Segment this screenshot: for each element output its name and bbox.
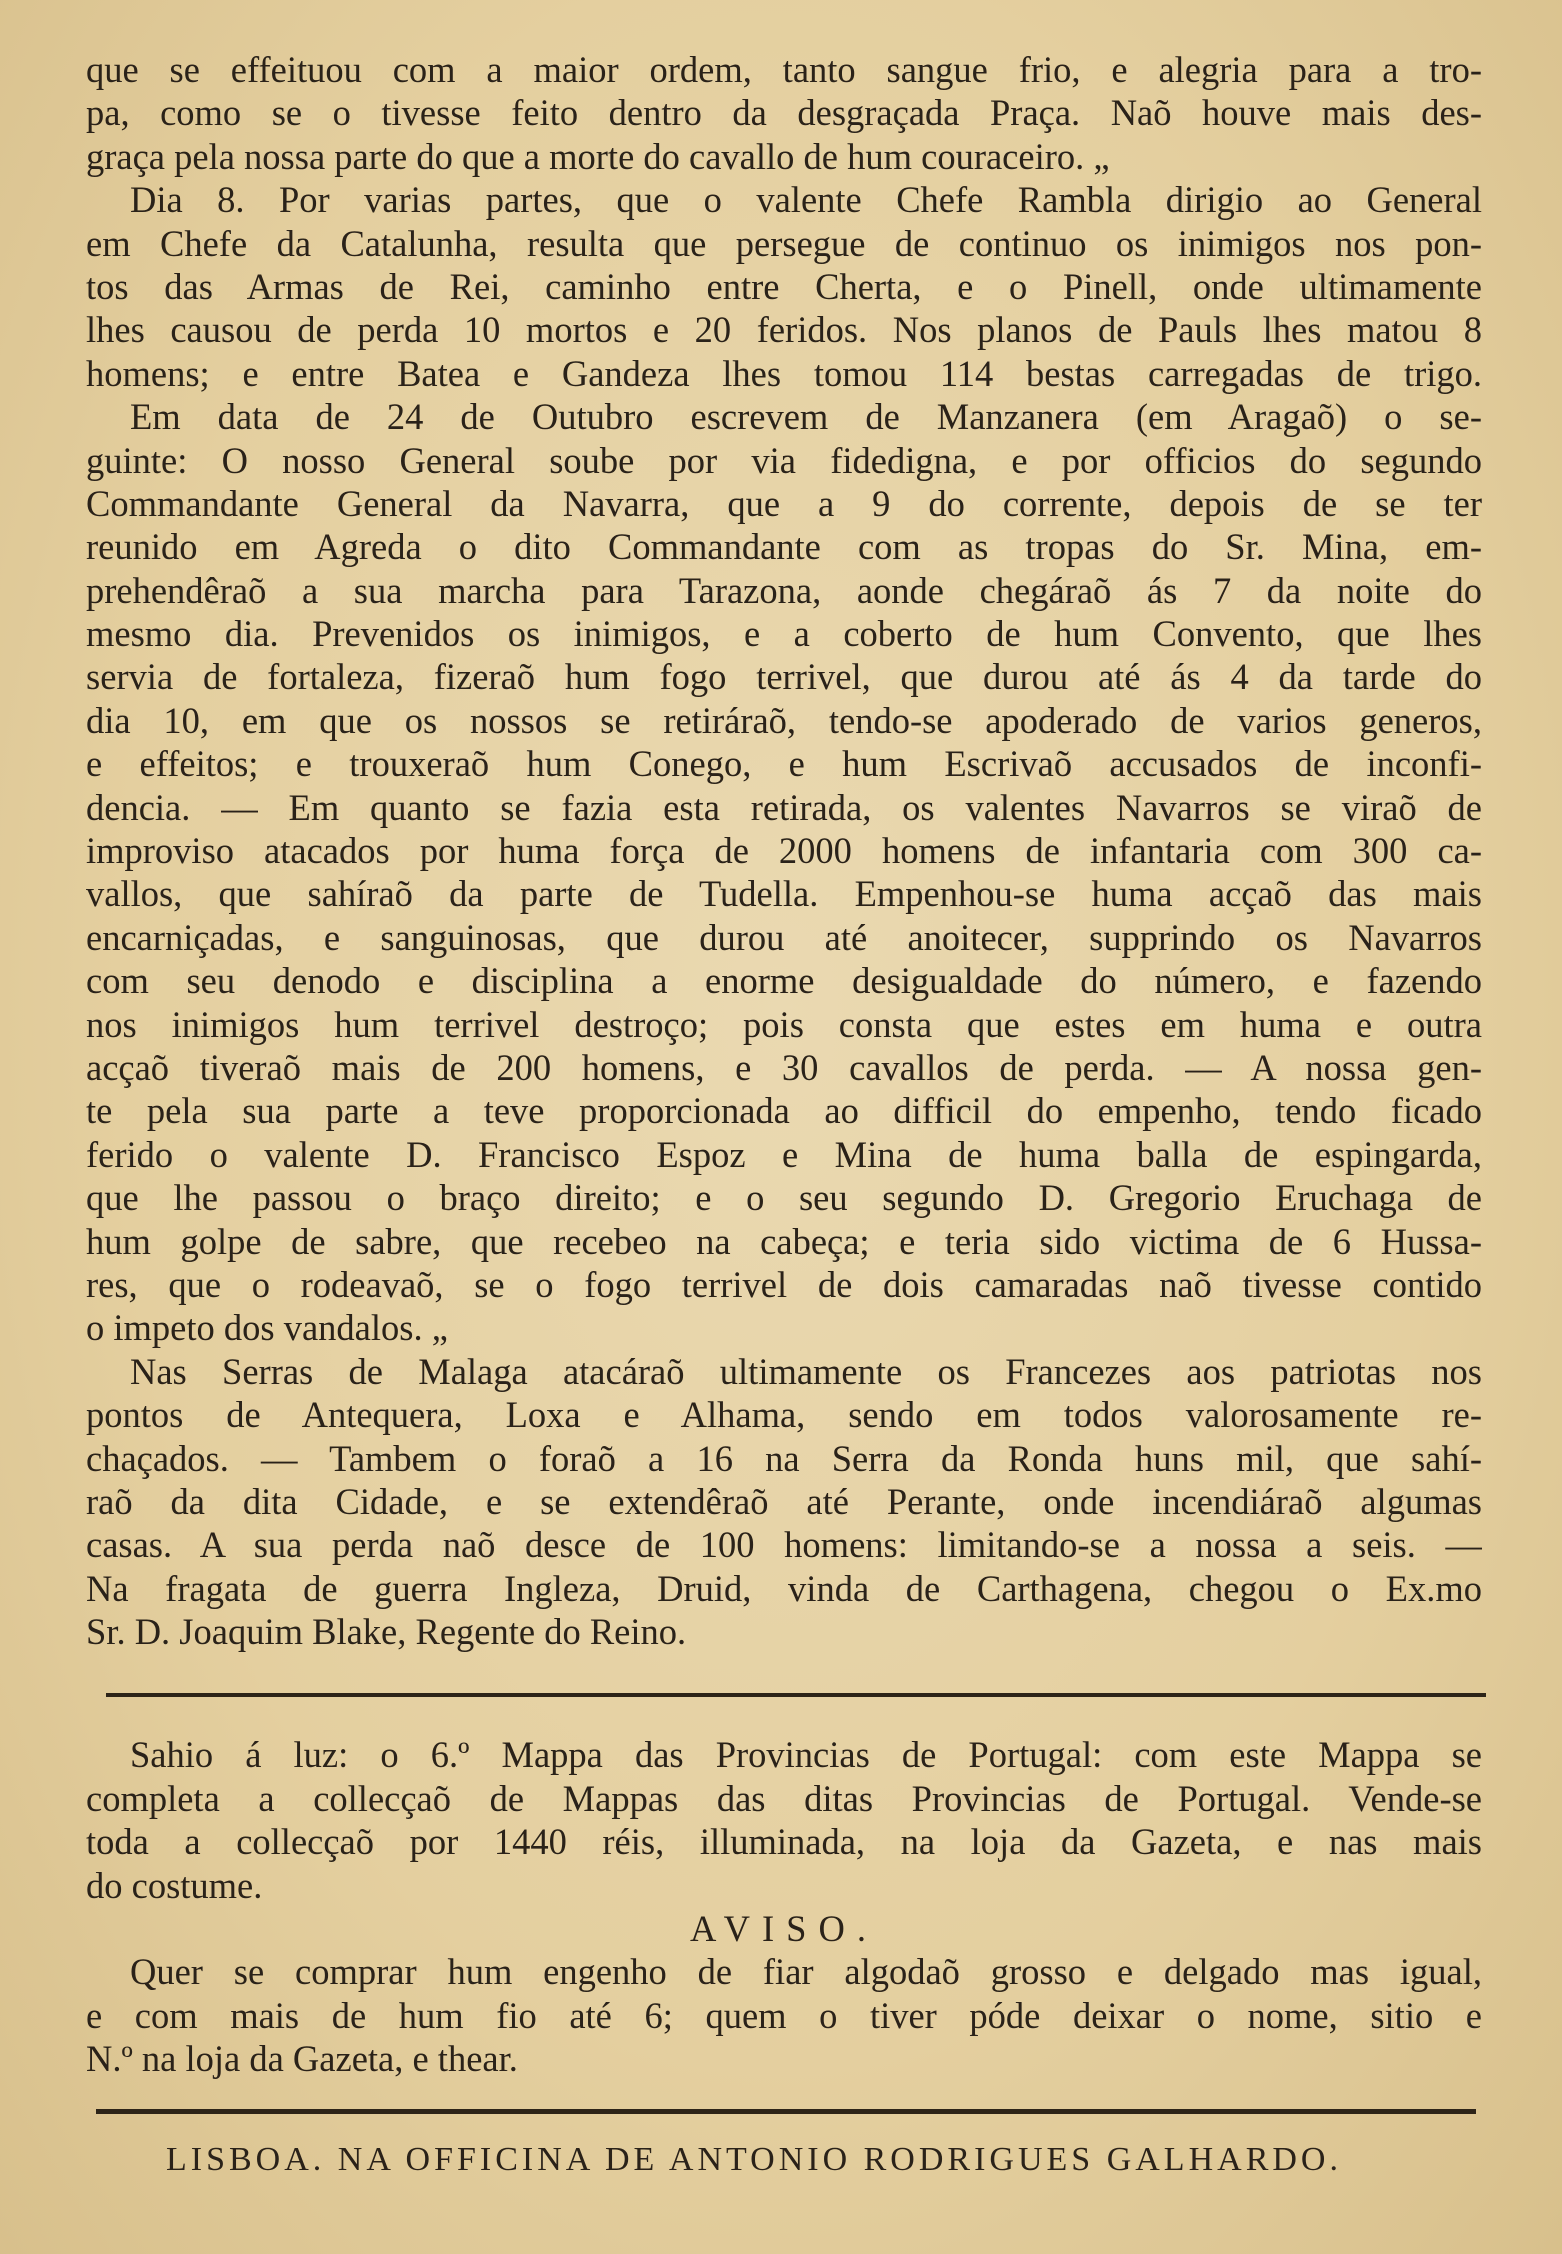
text-line: Na fragata de guerra Ingleza, Druid, vinda de Carthagena, chegou o Ex.mo (86, 1567, 1482, 1609)
text-line: res, que o rodeavaõ, se o fogo terrivel de dois camaradas naõ tivesse contido (86, 1263, 1482, 1305)
text-line: casas. A sua perda naõ desce de 100 homens: limitando-se a nossa a seis. — (86, 1524, 1482, 1566)
text-line: N.º na loja da Gazeta, e thear. (86, 2038, 518, 2080)
text-line: Nas Serras de Malaga atacáraõ ultimamente os Francezes aos patriotas nos (130, 1350, 1482, 1392)
text-line: Quer se comprar hum engenho de fiar algodaõ grosso e delgado mas igual, (130, 1951, 1482, 1993)
text-line: acçaõ tiveraõ mais de 200 homens, e 30 cavallos de perda. — A nossa gen- (86, 1046, 1482, 1088)
text-line: servia de fortaleza, fizeraõ hum fogo terrivel, que durou até ás 4 da tarde do (86, 656, 1482, 698)
text-line: que se effeituou com a maior ordem, tanto sangue frio, e alegria para a tro- (86, 49, 1482, 90)
text-line: que lhe passou o braço direito; e o seu segundo D. Gregorio Eruchaga de (86, 1177, 1482, 1219)
text-line: chaçados. — Tambem o foraõ a 16 na Serra da Ronda huns mil, que sahí- (86, 1437, 1482, 1479)
text-line: mesmo dia. Prevenidos os inimigos, e a coberto de hum Convento, que lhes (86, 613, 1482, 655)
text-line: hum golpe de sabre, que recebeo na cabeça; e teria sido victima de 6 Hussa- (86, 1220, 1482, 1262)
text-line: tos das Armas de Rei, caminho entre Cherta, e o Pinell, onde ultimamente (86, 265, 1482, 307)
aviso-heading: AVISO. (690, 1908, 878, 1950)
aviso-body (86, 1950, 1482, 2080)
text-line: Commandante General da Navarra, que a 9 do corrente, depois de se ter (86, 482, 1482, 524)
article-column (86, 48, 1482, 2180)
printer-imprint: LISBOA. NA OFFICINA DE ANTONIO RODRIGUES GALHARDO. (166, 2140, 1342, 2178)
text-line: dia 10, em que os nossos se retiráraõ, tendo-se apoderado de varios generos, (86, 699, 1482, 741)
text-line: prehendêraõ a sua marcha para Tarazona, aonde chegáraõ ás 7 da noite do (86, 569, 1482, 611)
text-line: Sr. D. Joaquim Blake, Regente do Reino. (86, 1611, 687, 1653)
text-line: pontos de Antequera, Loxa e Alhama, sendo em todos valorosamente re- (86, 1394, 1482, 1436)
text-line: graça pela nossa parte do que a morte do cavallo de hum couraceiro. „ (86, 135, 1110, 177)
section-divider (106, 1693, 1486, 1697)
text-line: encarniçadas, e sanguinosas, que durou até anoitecer, supprindo os Navarros (86, 916, 1482, 958)
text-line: homens; e entre Batea e Gandeza lhes tomou 114 bestas carregadas de trigo. (86, 352, 1482, 394)
text-line: e effeitos; e trouxeraõ hum Conego, e hum Escrivaõ accusados de inconfi- (86, 743, 1482, 785)
text-line: Em data de 24 de Outubro escrevem de Manzanera (em Aragaõ) o se- (130, 396, 1482, 438)
text-line: nos inimigos hum terrivel destroço; pois consta que estes em huma e outra (86, 1003, 1482, 1045)
text-line: vallos, que sahíraõ da parte de Tudella. Empenhou-se huma acçaõ das mais (86, 873, 1482, 915)
footer-divider (96, 2109, 1476, 2114)
text-line: em Chefe da Catalunha, resulta que persegue de continuo os inimigos nos pon- (86, 222, 1482, 264)
text-line: toda a collecçaõ por 1440 réis, illuminada, na loja da Gazeta, e nas mais (86, 1821, 1482, 1863)
text-line: ferido o valente D. Francisco Espoz e Mina de huma balla de espingarda, (86, 1133, 1482, 1175)
text-line: pa, como se o tivesse feito dentro da desgraçada Praça. Naõ houve mais des- (86, 92, 1482, 134)
text-line: o impeto dos vandalos. „ (86, 1307, 448, 1349)
article-body (86, 48, 1482, 1653)
text-line: e com mais de hum fio até 6; quem o tiver póde deixar o nome, sitio e (86, 1994, 1482, 2036)
text-line: reunido em Agreda o dito Commandante com as tropas do Sr. Mina, em- (86, 526, 1482, 568)
text-line: dencia. — Em quanto se fazia esta retirada, os valentes Navarros se viraõ de (86, 786, 1482, 828)
text-line: te pela sua parte a teve proporcionada ao difficil do empenho, tendo ficado (86, 1090, 1482, 1132)
text-line: raõ da dita Cidade, e se extendêraõ até Perante, onde incendiáraõ algumas (86, 1480, 1482, 1522)
text-line: improviso atacados por huma força de 2000 homens de infantaria com 300 ca- (86, 830, 1482, 872)
map-notice (86, 1733, 1482, 1907)
text-line: do costume. (86, 1864, 263, 1906)
text-line: guinte: O nosso General soube por via fidedigna, e por officios do segundo (86, 439, 1482, 481)
text-line: Sahio á luz: o 6.º Mappa das Provincias de Portugal: com este Mappa se (130, 1734, 1482, 1776)
text-line: com seu denodo e disciplina a enorme desigualdade do número, e fazendo (86, 960, 1482, 1002)
text-line: lhes causou de perda 10 mortos e 20 feridos. Nos planos de Pauls lhes matou 8 (86, 309, 1482, 351)
text-line: completa a collecçaõ de Mappas das ditas Provincias de Portugal. Vende-se (86, 1777, 1482, 1819)
text-line: Dia 8. Por varias partes, que o valente Chefe Rambla dirigio ao General (130, 179, 1482, 221)
